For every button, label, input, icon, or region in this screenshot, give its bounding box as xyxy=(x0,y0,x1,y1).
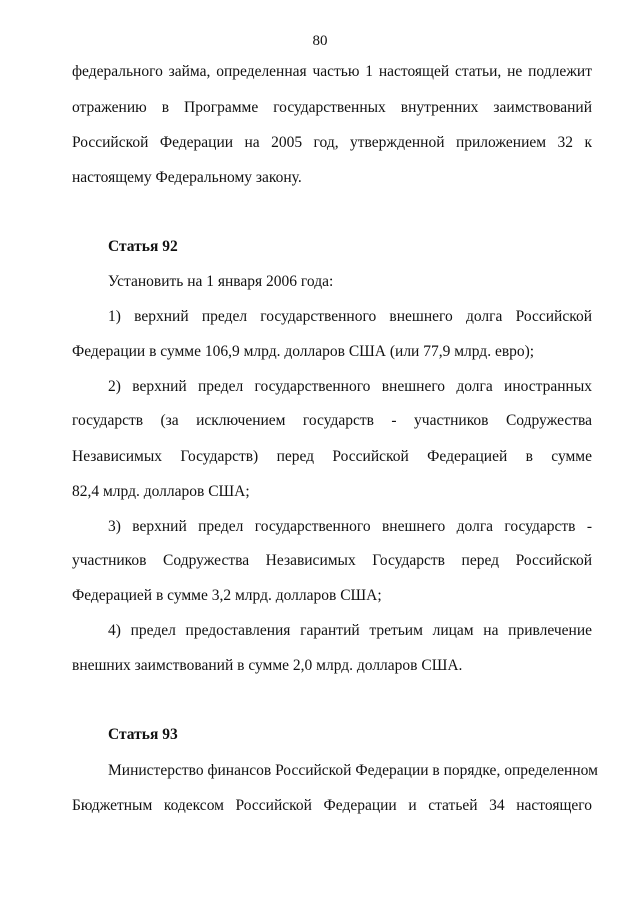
list-item-3-line: участников Содружества Независимых Государств перед Российской xyxy=(72,552,592,569)
paragraph-line: настоящему Федеральному закону. xyxy=(72,169,302,186)
list-item-1-line: Федерации в сумме 106,9 млрд. долларов США (или 77,9 млрд. евро); xyxy=(72,343,535,360)
paragraph-line: Министерство финансов Российской Федерации в порядке, определенном xyxy=(108,762,598,779)
list-item-2-line: 2) верхний предел государственного внешнего долга иностранных xyxy=(108,378,592,395)
list-item-1-line: 1) верхний предел государственного внешнего долга Российской xyxy=(108,308,592,325)
paragraph-line: федерального займа, определенная частью 1 настоящей статьи, не подлежит xyxy=(72,63,592,80)
page-number: 80 xyxy=(312,33,328,49)
list-item-3-line: Федерацией в сумме 3,2 млрд. долларов США; xyxy=(72,587,382,604)
list-item-2-line: 82,4 млрд. долларов США; xyxy=(72,483,250,500)
list-item-4-line: 4) предел предоставления гарантий третьим лицам на привлечение xyxy=(108,622,592,639)
article-92-intro: Установить на 1 января 2006 года: xyxy=(108,273,334,290)
article-93-heading: Статья 93 xyxy=(108,726,178,743)
list-item-2-line: Независимых Государств) перед Российской Федерацией в сумме xyxy=(72,448,592,465)
paragraph-line: Бюджетным кодексом Российской Федерации и статьей 34 настоящего xyxy=(72,797,592,814)
article-92-heading: Статья 92 xyxy=(108,238,178,255)
list-item-4-line: внешних заимствований в сумме 2,0 млрд. долларов США. xyxy=(72,657,463,674)
list-item-3-line: 3) верхний предел государственного внешнего долга государств - xyxy=(108,518,592,535)
list-item-2-line: государств (за исключением государств - участников Содружества xyxy=(72,412,592,429)
paragraph-line: отражению в Программе государственных внутренних заимствований xyxy=(72,99,592,116)
paragraph-line: Российской Федерации на 2005 год, утвержденной приложением 32 к xyxy=(72,134,592,151)
